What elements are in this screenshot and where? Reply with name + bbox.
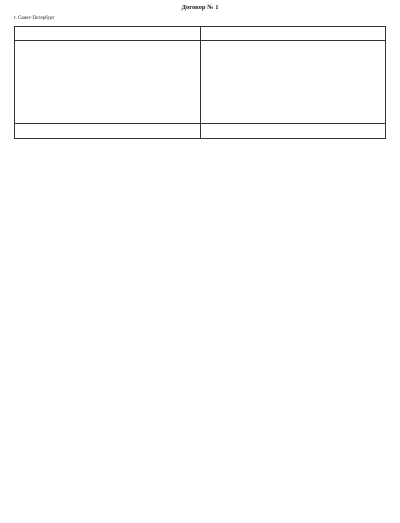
document-city: г. Санкт-Петербург bbox=[14, 16, 55, 21]
place-date-row bbox=[14, 16, 386, 22]
signatures-table bbox=[14, 26, 386, 139]
lender-details bbox=[15, 41, 201, 124]
borrower-signature bbox=[200, 124, 386, 139]
document-page bbox=[14, 4, 386, 519]
lender-header bbox=[15, 27, 201, 41]
borrower-details bbox=[200, 41, 386, 124]
borrower-header bbox=[200, 27, 386, 41]
lender-signature bbox=[15, 124, 201, 139]
document-title: Договор № 1 bbox=[181, 4, 219, 11]
